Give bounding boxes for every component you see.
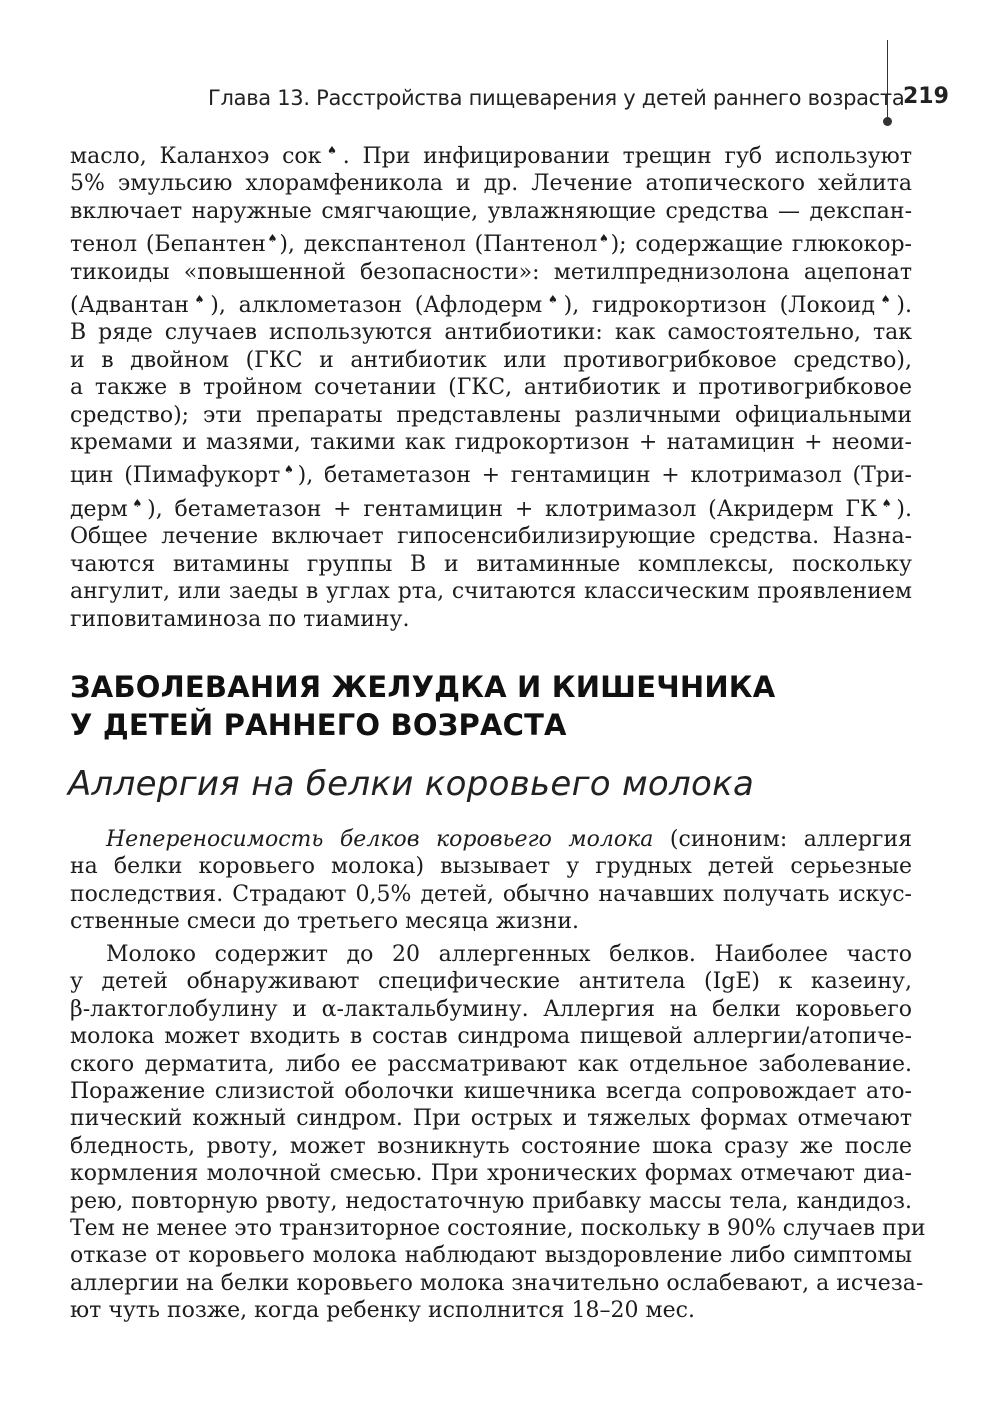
text-line — [70, 881, 912, 908]
text-fragment: . При инфицировании трещин губ используют — [342, 144, 912, 169]
text-line: β-лактоглобулину и α-лактальбумину. Аллергия на белки коровьего — [70, 996, 912, 1022]
drug-marker-icon: ♠ — [542, 293, 564, 307]
text-line — [70, 374, 912, 401]
text-line — [70, 908, 912, 935]
text-line: ют чуть позже, когда ребенку исполнится 18–20 мес. — [70, 1298, 695, 1324]
running-header-title: Глава 13. Расстройства пищеварения у детей раннего возраста — [208, 86, 905, 110]
drug-marker-icon: ♠ — [280, 463, 298, 477]
text-line: бледность, рвоту, может возникнуть состояние шока сразу же после — [70, 1133, 912, 1159]
text-line: отказе от коровьего молока наблюдают выздоровление либо симптомы — [70, 1243, 912, 1269]
text-fragment: тенол (Бепантен — [70, 232, 266, 258]
drug-marker-icon: ♠ — [875, 293, 897, 307]
text-fragment: ). — [896, 496, 912, 522]
text-line — [70, 137, 912, 170]
text-fragment: ), алклометазон (Афлодерм — [210, 293, 543, 319]
header-rule-dot — [883, 117, 892, 126]
page-number: 219 — [903, 84, 949, 109]
text-fragment: гиповитаминоза по тиамину. — [70, 606, 410, 632]
text-line: пический кожный синдром. При острых и тяжелых формах отмечают — [70, 1106, 912, 1132]
paragraph-milk-proteins — [70, 941, 926, 1325]
term-emphasis: Непереносимость белков коровьего молока — [106, 827, 654, 852]
text-fragment: цин (Пимафукорт — [70, 463, 281, 489]
text-fragment: ), гидрокортизон (Локоид — [563, 293, 875, 319]
text-fragment: В ряде случаев используются антибиотики: как самостоятельно, так — [70, 320, 912, 346]
subsection-title: Аллергия на белки коровьего молока — [68, 764, 755, 804]
section-title — [70, 668, 930, 744]
text-line — [70, 286, 912, 319]
text-fragment: масло, Каланхоэ сок — [70, 144, 322, 169]
text-fragment: включает наружные смягчающие, увлажняющие средства — декспан- — [70, 198, 912, 224]
text-line — [70, 319, 912, 346]
drug-marker-icon: ♠ — [127, 496, 148, 510]
text-line — [70, 551, 912, 578]
text-fragment: 5% эмульсию хлорамфеникола и др. Лечение атопического хейлита — [70, 171, 912, 197]
text-line: молока может входить в состав синдрома пищевой аллергии/атопиче- — [70, 1024, 912, 1050]
text-fragment: дерм — [70, 496, 128, 522]
drug-marker-icon: ♠ — [188, 293, 211, 307]
paragraph-intolerance — [70, 826, 912, 936]
text-fragment: тикоиды «повышенной безопасности»: метилпреднизолона ацепонат — [70, 259, 912, 285]
text-line — [70, 853, 912, 880]
text-fragment: ), бетаметазон + гентамицин + клотримазол (Три- — [297, 463, 912, 489]
text-line — [70, 198, 912, 225]
text-line: аллергии на белки коровьего молока значительно ослабевают, а исчеза- — [70, 1270, 924, 1296]
text-line — [70, 259, 912, 286]
drug-marker-icon: ♠ — [597, 232, 611, 246]
text-line: рею, повторную рвоту, недостаточную прибавку массы тела, кандидоз. — [70, 1188, 912, 1214]
text-fragment: на белки коровьего молока) вызывает у грудных детей серьезные — [70, 854, 912, 880]
drug-marker-icon: ♠ — [877, 496, 897, 510]
text-line — [70, 429, 912, 456]
text-fragment: чаются витамины группы В и витаминные комплексы, поскольку — [70, 551, 912, 577]
text-line: кормления молочной смесью. При хронических формах отмечают диа- — [70, 1161, 912, 1187]
text-fragment: ); содержащие глюкокор- — [610, 232, 912, 258]
section-title-line: ЗАБОЛЕВАНИЯ ЖЕЛУДКА И КИШЕЧНИКА — [70, 670, 776, 704]
text-fragment: ангулит, или заеды в углах рта, считаются классическим проявлением — [70, 579, 912, 605]
drug-marker-icon: ♠ — [265, 232, 280, 246]
paragraph-treatment — [70, 137, 912, 633]
text-line — [70, 456, 912, 489]
text-line — [70, 170, 912, 197]
text-fragment: ), декспантенол (Пантенол — [279, 232, 598, 258]
text-line — [70, 826, 912, 853]
text-line — [70, 225, 912, 258]
text-line: Тем не менее это транзиторное состояние, поскольку в 90% случаев при — [70, 1216, 926, 1242]
text-line: Поражение слизистой оболочки кишечника всегда сопровождает ато- — [70, 1079, 912, 1105]
section-title-line: У ДЕТЕЙ РАННЕГО ВОЗРАСТА — [70, 708, 567, 742]
text-fragment: (Адвантан — [70, 293, 189, 319]
text-fragment: средство); эти препараты представлены различными официальными — [70, 402, 912, 428]
text-fragment: и в двойном (ГКС и антибиотик или противогрибковое средство), — [70, 347, 912, 373]
text-line: у детей обнаруживают специфические антитела (IgE) к казеину, — [70, 969, 912, 995]
text-fragment: ственные смеси до третьего месяца жизни. — [70, 909, 579, 935]
text-fragment: Общее лечение включает гипосенсибилизирующие средства. Назна- — [70, 524, 912, 550]
text-fragment: а также в тройном сочетании (ГКС, антибиотик и противогрибковое — [70, 375, 912, 401]
text-line — [70, 578, 912, 605]
text-line — [70, 606, 912, 633]
text-line — [70, 347, 912, 374]
text-fragment: (синоним: аллергия — [653, 827, 912, 852]
text-fragment: ), бетаметазон + гентамицин + клотримазол (Акридерм ГК — [147, 496, 877, 522]
text-line — [70, 402, 912, 429]
text-line — [70, 490, 912, 523]
text-line — [70, 523, 912, 550]
text-line: Молоко содержит до 20 аллергенных белков. Наиболее часто — [106, 942, 912, 967]
text-fragment: ). — [896, 293, 912, 319]
text-fragment: кремами и мазями, такими как гидрокортизон + натамицин + неоми- — [70, 430, 912, 456]
text-line: ского дерматита, либо ее рассматривают как отдельное заболевание. — [70, 1051, 912, 1077]
drug-marker-icon: ♠ — [321, 144, 343, 157]
text-fragment: последствия. Страдают 0,5% детей, обычно начавших получать искус- — [70, 881, 912, 907]
